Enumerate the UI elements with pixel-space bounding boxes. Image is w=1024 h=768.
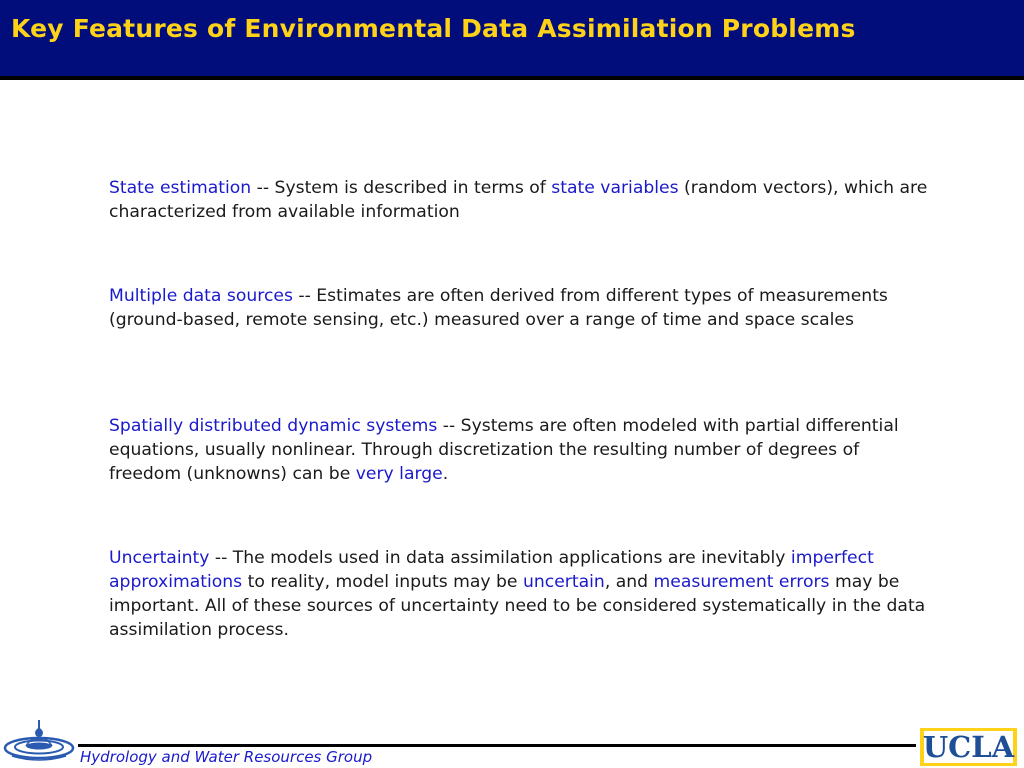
body-text: to reality, model inputs may be bbox=[242, 572, 523, 592]
body-text: -- The models used in data assimilation applications are inevitably bbox=[209, 548, 791, 568]
term-label: Multiple data sources bbox=[109, 286, 293, 306]
body-text: -- Systems are often modeled with partial differential equations, usually nonlinear. Through discretization the resulting number of degrees of freedom (unknowns) can be bbox=[109, 416, 899, 484]
highlight-text: state variables bbox=[551, 178, 679, 198]
ucla-logo-text: UCLA bbox=[922, 730, 1015, 764]
body-text: -- System is described in terms of bbox=[251, 178, 552, 198]
footer-group-name: Hydrology and Water Resources Group bbox=[80, 748, 373, 766]
highlight-text: measurement errors bbox=[653, 572, 830, 592]
water-drop-splash-icon bbox=[2, 718, 76, 766]
bullet-state-estimation bbox=[109, 176, 929, 224]
bullet-uncertainty bbox=[109, 546, 929, 642]
body-text: , and bbox=[604, 572, 654, 592]
ucla-logo bbox=[920, 728, 1017, 766]
body-text: may be important. All of these sources of uncertainty need to be considered systematically in the data assimilation process. bbox=[109, 572, 926, 640]
term-label: Uncertainty bbox=[109, 548, 210, 568]
highlight-text: imperfect approximations bbox=[109, 548, 874, 592]
title-divider bbox=[0, 76, 1024, 80]
body-text: -- Estimates are often derived from different types of measurements (ground-based, remote sensing, etc.) measured over a range of time and space scales bbox=[109, 286, 888, 330]
bullet-multiple-data-sources bbox=[109, 284, 929, 332]
highlight-text: very large bbox=[355, 464, 443, 484]
term-label: Spatially distributed dynamic systems bbox=[109, 416, 438, 436]
body-text: . bbox=[442, 464, 449, 484]
slide-title: Key Features of Environmental Data Assimilation Problems bbox=[11, 14, 856, 43]
footer-divider bbox=[78, 744, 916, 747]
body-text: (random vectors), which are characterized from available information bbox=[109, 178, 928, 222]
highlight-text: uncertain bbox=[522, 572, 605, 592]
bullet-spatially-distributed bbox=[109, 414, 929, 486]
term-label: State estimation bbox=[109, 178, 252, 198]
